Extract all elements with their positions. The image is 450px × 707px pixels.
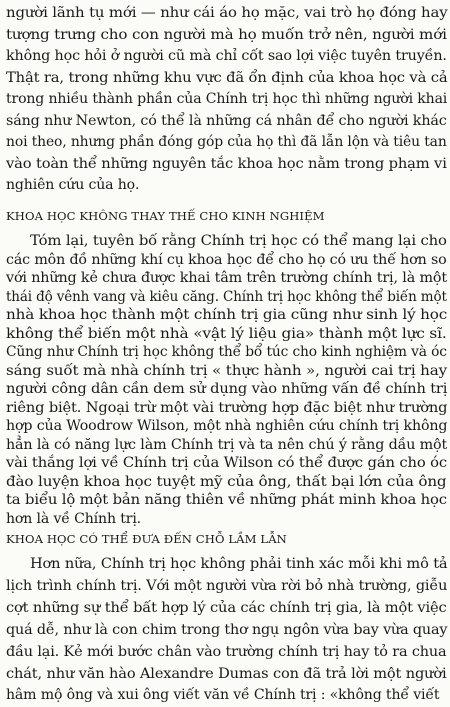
text-line: Hơn nữa, Chính trị học không phải tinh xác mỗi khi mô tả [30,556,448,572]
text-line: sáng suốt mà nhà chính trị « thực hành », người cai trị hay [6,362,447,379]
section-heading: KHOA HỌC CÓ THỂ ĐƯA ĐẾN CHỖ LẦM LẪN [6,532,287,546]
section-heading: KHOA HỌC KHÔNG THAY THẾ CHO KINH NGHIỆM [6,209,325,223]
text-line: noi theo, nhưng phần đóng góp của họ thì đã lẫn lộn và tiêu tan [6,134,447,150]
text-line: đầu lại. Kẻ mới bước chân vào trường chính trị hay tỏ ra chua [6,644,447,660]
text-line: trong nhiều thành phần của Chính trị học thì những người khai [6,91,448,107]
text-line: hâm mộ ông và xui ông viết văn về Chính trị : «không thể viết [6,687,440,703]
text-line: đào luyện khoa học tuyệt mỹ của ông, thất bại lớn của ông [6,473,447,490]
text-line: vài thắng lợi về Chính trị của Wilson có thể được gán cho óc [6,455,447,471]
text-line: nhà khoa học thành một chính trị gia cũng như sinh lý học [6,307,448,323]
text-line: không học hỏi ở người cũ mà chỉ cốt sao lợi việc tuyên truyền. [6,48,447,64]
text-line: tượng trưng cho con người mà họ muốn trở nên, người mới [6,26,447,43]
text-line: thái độ vênh vang và kiêu căng. Chính trị học không thể biến một [6,288,447,305]
text-line: ta biểu lộ một bản năng thiên về những phát minh khoa học [6,492,447,508]
text-line: hẳn là có năng lực làm Chính trị và ta nên chú ý rằng dầu một [6,436,448,453]
text-line: sáng như Newton, có thể là những cá nhân để cho người khác [6,112,447,129]
text-line: người lãnh tụ mới — như cái áo họ mặc, vai trò họ đóng hay [6,5,448,21]
text-line: hợp của Woodrow Wilson, một nhà nghiên cứu chính trị không [6,418,448,434]
text-line: chát, như văn hào Alexandre Dumas con đã trả lời một người [6,666,447,682]
text-line: các môn đồ những khí cụ khoa học để cho họ có ưu thế hơn so [6,251,447,268]
text-line: lịch trình chính trị. Với một người vừa rời bỏ nhà trường, giễu [6,578,448,594]
text-line: không thể biến một nhà «vật lý liệu gia» thành một lực sĩ. [6,325,447,342]
text-line: Cũng như Chính trị học không thể bổ túc cho kinh nghiệm và óc [6,344,447,360]
text-line: vào toàn thể những nguyên tắc khoa học nằm trong phạm vi [6,155,447,172]
text-line: nghiên cứu của họ. [6,177,140,193]
text-line: Tóm lại, tuyên bố rằng Chính trị học có thể mang lại cho [30,233,447,249]
text-line: hơn là về Chính trị. [6,510,142,527]
text-line: quá dễ, như là con chim trong thơ ngụ ngôn vừa bay vừa quay [6,622,448,638]
text-line: người công dân cần dem sử dụng vào những vấn đề chính trị [6,381,448,397]
text-line: với những kẻ chưa được khai tâm trên trường chính trị, là một [6,270,447,286]
text-line: cợt những sự thể bất hợp lý của các chính trị gia, là một việc [6,600,447,616]
text-line: riêng biệt. Ngoại trừ một vài trường hợp đặc biệt như trường [6,399,448,416]
text-line: Thật ra, trong những khu vực đã ổn định của khoa học và cả [6,69,448,86]
